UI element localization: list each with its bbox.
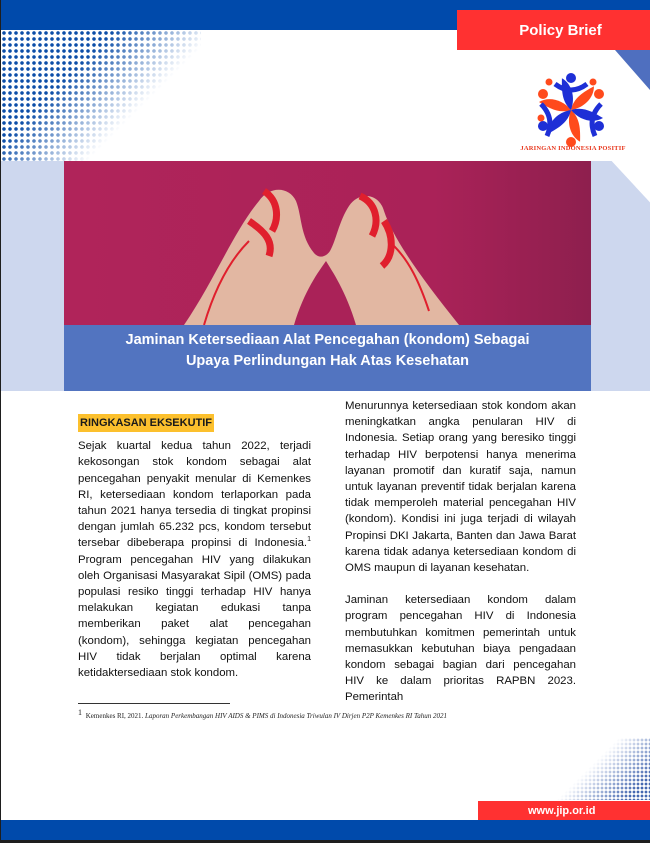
hero-section — [64, 161, 591, 391]
heart-hands-photo — [64, 161, 591, 325]
right-column — [345, 398, 576, 706]
policy-brief-label: Policy Brief — [457, 10, 650, 50]
paragraph-text: Sejak kuartal kedua tahun 2022, terjadi kekosongan stok kondom sebagai alat pencegahan penyakit menular di Kemenkes RI, ketersediaan kondom terlaporkan pada tahun 2021 hanya tersedia di tingkat propinsi dengan jumlah 65.232 pcs, kondom tersebut tersebar dibeberapa propinsi di Indonesia. — [78, 440, 311, 550]
section-heading-executive-summary: RINGKASAN EKSEKUTIF — [78, 414, 214, 432]
footnote-divider — [78, 703, 230, 704]
title-line-1: Jaminan Ketersediaan Alat Pencegahan (kondom) Sebagai — [125, 332, 530, 348]
right-paragraph-1: Menurunnya ketersediaan stok kondom akan meningkatkan angka penularan HIV di Indonesia. Setiap orang yang beresiko tinggi terhadap HIV berpotensi hanya menerima layanan promotif dan kuratif saja, namun untuk layanan preventif tidak berjalan karena tidak memperoleh material pencegahan HIV (kondom). Kondisi ini juga terjadi di wilayah Propinsi DKI Jakarta, Banten dan Jawa Barat karena tidak adanya ketersediaan kondom di OMS maupun di layanan kesehatan. — [345, 400, 576, 575]
title-banner — [64, 325, 591, 391]
lavender-panel-left — [1, 161, 64, 391]
halftone-dots-decoration-bottom — [556, 738, 650, 800]
website-url[interactable]: www.jip.or.id — [478, 801, 650, 821]
org-name-caption: JARINGAN INDONESIA POSITIF — [520, 145, 626, 152]
lavender-panel-right — [591, 161, 650, 391]
right-paragraph-2: Jaminan ketersediaan kondom dalam program pencegahan HIV di Indonesia membutuhkan komitmen pemerintah untuk memasukkan kebutuhan biaya pengadaan kondom sebagai bagian dari pencegahan HIV ke dalam prioritas RAPBN 2023. Pemerintah — [345, 594, 576, 704]
left-column — [78, 414, 311, 681]
footnote — [78, 707, 578, 720]
heart-hands-image-icon — [64, 161, 591, 325]
footnote-source: Kemenkes RI, 2021. — [85, 712, 144, 720]
footnote-reference[interactable]: 1 — [307, 536, 311, 544]
executive-summary-paragraph-1 — [78, 438, 311, 681]
footnote-number: 1 — [78, 707, 82, 717]
title-line-2: Upaya Perlindungan Hak Atas Kesehatan — [185, 353, 470, 369]
paragraph-text: Program pencegahan HIV yang dilakukan oleh Organisasi Masyarakat Sipil (OMS) pada populasi resiko tinggi terhadap HIV hanya melakukan kegiatan edukasi tanpa memberikan paket alat pencegahan (kondom), sehingga kegiatan pencegahan HIV tidak berjalan optimal karena ketidaktersediaan stok kondom. — [78, 553, 311, 680]
policy-brief-page — [1, 0, 650, 843]
bottom-brand-bar — [1, 820, 650, 840]
footnote-title: Laporan Perkembangan HIV AIDS & PIMS di Indonesia Triwulan IV Dirjen P2P Kemenkes RI Tahun 2021 — [145, 712, 448, 720]
